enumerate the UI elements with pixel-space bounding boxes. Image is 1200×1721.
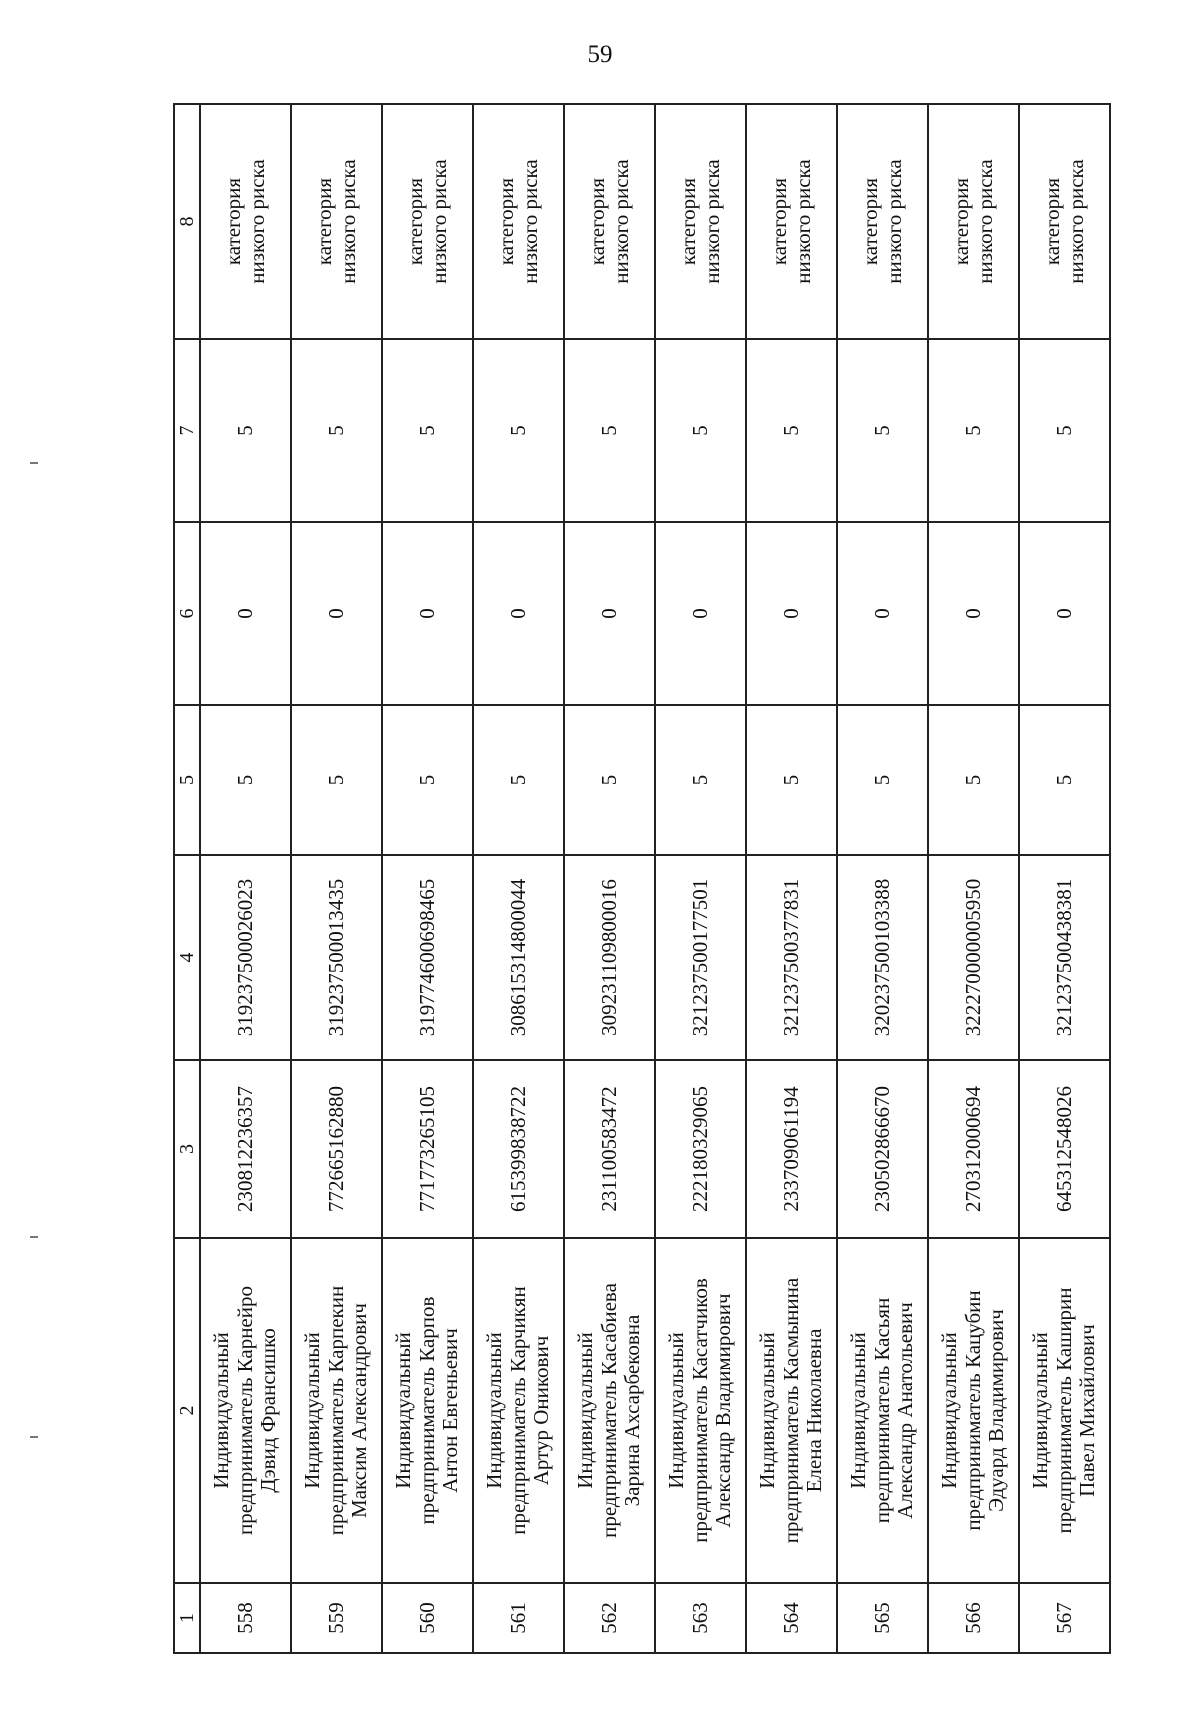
entrepreneur-name-line: Индивидуальный bbox=[573, 1332, 598, 1489]
column-5-value bbox=[1019, 705, 1110, 855]
entrepreneur-name-line: Елена Николаевна bbox=[802, 1328, 827, 1493]
column-7-value-line: 5 bbox=[323, 425, 348, 436]
column-5-value-line: 5 bbox=[596, 774, 621, 786]
margin-mark bbox=[30, 1436, 38, 1438]
inn-value bbox=[200, 1060, 291, 1238]
risk-category-line: низкого риска bbox=[608, 159, 633, 284]
column-7-value-line: 5 bbox=[596, 425, 621, 436]
row-number-line: 561 bbox=[505, 1602, 530, 1634]
risk-category-line: низкого риска bbox=[335, 159, 360, 284]
row-number-line: 565 bbox=[869, 1602, 894, 1634]
row-number bbox=[837, 1583, 928, 1653]
entrepreneur-name-line: предприниматель Касьян bbox=[869, 1297, 894, 1524]
column-5-value bbox=[473, 705, 564, 855]
row-number bbox=[564, 1583, 655, 1653]
inn-value bbox=[564, 1060, 655, 1238]
table-row bbox=[382, 104, 473, 1653]
column-7-value-line: 5 bbox=[505, 425, 530, 436]
inn-value bbox=[837, 1060, 928, 1238]
risk-category bbox=[746, 104, 837, 339]
entrepreneur-name-line: предприниматель Касатчиков bbox=[687, 1278, 712, 1543]
table-row bbox=[928, 104, 1019, 1653]
column-7-value bbox=[200, 339, 291, 522]
entrepreneur-name-line: предприниматель Карчикян bbox=[505, 1286, 530, 1535]
entrepreneur-name-line: Эдуард Владимирович bbox=[984, 1309, 1009, 1512]
column-7-value-line: 5 bbox=[960, 425, 985, 436]
ogrnip-value bbox=[746, 855, 837, 1060]
risk-category-line: категория bbox=[584, 177, 609, 266]
registry-table bbox=[173, 103, 1111, 1654]
column-header: 6 bbox=[174, 522, 200, 705]
column-7-value bbox=[655, 339, 746, 522]
column-6-value bbox=[746, 522, 837, 705]
entrepreneur-name bbox=[1019, 1238, 1110, 1583]
table-row bbox=[473, 104, 564, 1653]
entrepreneur-name-line: Индивидуальный bbox=[755, 1332, 780, 1489]
ogrnip-value-line: 321237500377831 bbox=[778, 878, 803, 1037]
entrepreneur-name-line: предприниматель Карнейро bbox=[232, 1286, 257, 1535]
column-7-value bbox=[837, 339, 928, 522]
row-number bbox=[1019, 1583, 1110, 1653]
row-number bbox=[382, 1583, 473, 1653]
column-6-value bbox=[200, 522, 291, 705]
column-6-value bbox=[382, 522, 473, 705]
row-number-line: 566 bbox=[960, 1602, 985, 1634]
entrepreneur-name bbox=[291, 1238, 382, 1583]
risk-category-line: категория bbox=[766, 177, 791, 266]
risk-category-line: низкого риска bbox=[972, 159, 997, 284]
entrepreneur-name-line: Индивидуальный bbox=[1028, 1332, 1053, 1489]
column-6-value bbox=[291, 522, 382, 705]
column-7-value-line: 5 bbox=[687, 425, 712, 436]
entrepreneur-name bbox=[928, 1238, 1019, 1583]
table-row bbox=[746, 104, 837, 1653]
column-header: 5 bbox=[174, 705, 200, 855]
entrepreneur-name-line: Александр Владимирович bbox=[711, 1293, 736, 1528]
column-5-value bbox=[837, 705, 928, 855]
column-7-value-line: 5 bbox=[778, 425, 803, 436]
entrepreneur-name-line: Индивидуальный bbox=[209, 1332, 234, 1489]
column-5-value-line: 5 bbox=[232, 774, 257, 786]
header-row bbox=[174, 104, 200, 1653]
column-6-value-line: 0 bbox=[232, 608, 257, 619]
ogrnip-value bbox=[655, 855, 746, 1060]
inn-value-line: 230812236357 bbox=[232, 1086, 257, 1212]
entrepreneur-name-line: предприниматель Касмынина bbox=[778, 1277, 803, 1544]
risk-category-line: категория bbox=[857, 177, 882, 266]
column-7-value-line: 5 bbox=[1051, 425, 1076, 436]
column-header: 2 bbox=[174, 1238, 200, 1583]
risk-category-line: категория bbox=[675, 177, 700, 266]
inn-value bbox=[382, 1060, 473, 1238]
table-row bbox=[1019, 104, 1110, 1653]
entrepreneur-name bbox=[382, 1238, 473, 1583]
ogrnip-value-line: 320237500103388 bbox=[869, 878, 894, 1037]
inn-value-line: 645312548026 bbox=[1051, 1086, 1076, 1212]
column-6-value bbox=[655, 522, 746, 705]
ogrnip-value bbox=[1019, 855, 1110, 1060]
column-6-value bbox=[928, 522, 1019, 705]
table-body bbox=[200, 104, 1110, 1653]
entrepreneur-name-line: Александр Анатольевич bbox=[893, 1302, 918, 1519]
ogrnip-value-line: 322270000005950 bbox=[960, 878, 985, 1037]
risk-category-line: низкого риска bbox=[517, 159, 542, 284]
inn-value bbox=[473, 1060, 564, 1238]
entrepreneur-name bbox=[564, 1238, 655, 1583]
row-number bbox=[746, 1583, 837, 1653]
column-6-value-line: 0 bbox=[778, 608, 803, 619]
inn-value-line: 615399838722 bbox=[505, 1086, 530, 1212]
risk-category bbox=[655, 104, 746, 339]
ogrnip-value bbox=[928, 855, 1019, 1060]
column-6-value-line: 0 bbox=[869, 608, 894, 619]
column-6-value-line: 0 bbox=[596, 608, 621, 619]
margin-mark bbox=[30, 462, 38, 464]
column-7-value-line: 5 bbox=[414, 425, 439, 436]
row-number-line: 567 bbox=[1051, 1602, 1076, 1634]
entrepreneur-name-line: Индивидуальный bbox=[937, 1332, 962, 1489]
risk-category-line: категория bbox=[948, 177, 973, 266]
inn-value bbox=[928, 1060, 1019, 1238]
registry-table-container bbox=[173, 105, 1111, 1654]
entrepreneur-name-line: предприниматель Карпов bbox=[414, 1296, 439, 1525]
column-7-value bbox=[382, 339, 473, 522]
column-6-value bbox=[564, 522, 655, 705]
risk-category-line: категория bbox=[1039, 177, 1064, 266]
column-6-value-line: 0 bbox=[505, 608, 530, 619]
column-5-value-line: 5 bbox=[960, 774, 985, 786]
risk-category-line: низкого риска bbox=[426, 159, 451, 284]
table-row bbox=[837, 104, 928, 1653]
ogrnip-value-line: 321237500438381 bbox=[1051, 878, 1076, 1037]
ogrnip-value-line: 321237500177501 bbox=[687, 878, 712, 1037]
risk-category bbox=[928, 104, 1019, 339]
entrepreneur-name bbox=[473, 1238, 564, 1583]
column-7-value bbox=[473, 339, 564, 522]
column-7-value-line: 5 bbox=[869, 425, 894, 436]
risk-category bbox=[200, 104, 291, 339]
inn-value-line: 772665162880 bbox=[323, 1086, 348, 1212]
entrepreneur-name bbox=[200, 1238, 291, 1583]
risk-category bbox=[382, 104, 473, 339]
row-number bbox=[655, 1583, 746, 1653]
entrepreneur-name-line: Павел Михайлович bbox=[1075, 1324, 1100, 1497]
column-6-value-line: 0 bbox=[323, 608, 348, 619]
entrepreneur-name-line: Индивидуальный bbox=[300, 1332, 325, 1489]
row-number bbox=[473, 1583, 564, 1653]
column-7-value bbox=[928, 339, 1019, 522]
row-number bbox=[200, 1583, 291, 1653]
column-5-value-line: 5 bbox=[505, 774, 530, 786]
row-number-line: 558 bbox=[232, 1602, 257, 1634]
column-5-value bbox=[746, 705, 837, 855]
column-6-value bbox=[473, 522, 564, 705]
risk-category-line: категория bbox=[311, 177, 336, 266]
inn-value bbox=[655, 1060, 746, 1238]
row-number bbox=[291, 1583, 382, 1653]
table-row bbox=[200, 104, 291, 1653]
column-7-value-line: 5 bbox=[232, 425, 257, 436]
entrepreneur-name-line: Дэвид Франсишко bbox=[256, 1328, 281, 1493]
column-5-value bbox=[928, 705, 1019, 855]
inn-value bbox=[1019, 1060, 1110, 1238]
inn-value-line: 222180329065 bbox=[687, 1086, 712, 1212]
ogrnip-value bbox=[564, 855, 655, 1060]
entrepreneur-name bbox=[655, 1238, 746, 1583]
risk-category-line: низкого риска bbox=[881, 159, 906, 284]
column-5-value-line: 5 bbox=[869, 774, 894, 786]
inn-value-line: 771773265105 bbox=[414, 1086, 439, 1212]
row-number-line: 564 bbox=[778, 1602, 803, 1634]
entrepreneur-name-line: Антон Евгеньевич bbox=[438, 1328, 463, 1493]
row-number-line: 559 bbox=[323, 1602, 348, 1634]
rotated-table bbox=[173, 105, 1111, 1654]
table-row bbox=[655, 104, 746, 1653]
column-header: 4 bbox=[174, 855, 200, 1060]
row-number bbox=[928, 1583, 1019, 1653]
entrepreneur-name-line: Индивидуальный bbox=[664, 1332, 689, 1489]
risk-category bbox=[291, 104, 382, 339]
row-number-line: 560 bbox=[414, 1602, 439, 1634]
risk-category bbox=[473, 104, 564, 339]
ogrnip-value-line: 308615314800044 bbox=[505, 878, 530, 1037]
column-5-value-line: 5 bbox=[1051, 774, 1076, 786]
entrepreneur-name bbox=[746, 1238, 837, 1583]
column-7-value bbox=[291, 339, 382, 522]
row-number-line: 563 bbox=[687, 1602, 712, 1634]
ogrnip-value bbox=[473, 855, 564, 1060]
margin-mark bbox=[30, 1236, 38, 1238]
column-6-value bbox=[1019, 522, 1110, 705]
column-5-value-line: 5 bbox=[323, 774, 348, 786]
risk-category-line: низкого риска bbox=[790, 159, 815, 284]
ogrnip-value-line: 319774600698465 bbox=[414, 878, 439, 1037]
entrepreneur-name-line: предприниматель Касабиева bbox=[596, 1283, 621, 1538]
risk-category bbox=[1019, 104, 1110, 339]
column-6-value-line: 0 bbox=[414, 608, 439, 619]
column-5-value bbox=[655, 705, 746, 855]
inn-value bbox=[746, 1060, 837, 1238]
table-row bbox=[564, 104, 655, 1653]
column-header: 1 bbox=[174, 1583, 200, 1653]
entrepreneur-name-line: предприниматель Кацубин bbox=[960, 1290, 985, 1531]
entrepreneur-name-line: предприниматель Карпекин bbox=[323, 1285, 348, 1536]
column-6-value bbox=[837, 522, 928, 705]
inn-value bbox=[291, 1060, 382, 1238]
inn-value-line: 233709061194 bbox=[778, 1086, 803, 1212]
row-number-line: 562 bbox=[596, 1602, 621, 1634]
column-5-value-line: 5 bbox=[414, 774, 439, 786]
table-row bbox=[291, 104, 382, 1653]
inn-value-line: 230502866670 bbox=[869, 1086, 894, 1212]
ogrnip-value bbox=[837, 855, 928, 1060]
column-5-value bbox=[382, 705, 473, 855]
inn-value-line: 270312000694 bbox=[960, 1086, 985, 1212]
column-header: 7 bbox=[174, 339, 200, 522]
entrepreneur-name-line: Индивидуальный bbox=[846, 1332, 871, 1489]
entrepreneur-name-line: Индивидуальный bbox=[482, 1332, 507, 1489]
entrepreneur-name-line: Максим Александрович bbox=[347, 1303, 372, 1518]
ogrnip-value-line: 319237500026023 bbox=[232, 878, 257, 1037]
risk-category-line: низкого риска bbox=[244, 159, 269, 284]
ogrnip-value bbox=[382, 855, 473, 1060]
risk-category bbox=[564, 104, 655, 339]
entrepreneur-name-line: Индивидуальный bbox=[391, 1332, 416, 1489]
risk-category-line: низкого риска bbox=[699, 159, 724, 284]
column-6-value-line: 0 bbox=[687, 608, 712, 619]
ogrnip-value bbox=[291, 855, 382, 1060]
ogrnip-value-line: 319237500013435 bbox=[323, 878, 348, 1037]
ogrnip-value bbox=[200, 855, 291, 1060]
column-header: 8 bbox=[174, 104, 200, 339]
column-5-value bbox=[291, 705, 382, 855]
column-7-value bbox=[746, 339, 837, 522]
risk-category-line: категория bbox=[493, 177, 518, 266]
column-6-value-line: 0 bbox=[960, 608, 985, 619]
ogrnip-value-line: 309231109800016 bbox=[596, 879, 621, 1036]
risk-category-line: категория bbox=[220, 177, 245, 266]
column-5-value-line: 5 bbox=[778, 774, 803, 786]
column-5-value bbox=[564, 705, 655, 855]
column-5-value bbox=[200, 705, 291, 855]
column-6-value-line: 0 bbox=[1051, 608, 1076, 619]
entrepreneur-name-line: предприниматель Каширин bbox=[1051, 1287, 1076, 1534]
entrepreneur-name-line: Артур Оникович bbox=[529, 1335, 554, 1486]
page-number: 59 bbox=[587, 41, 613, 68]
inn-value-line: 231100583472 bbox=[596, 1086, 621, 1212]
risk-category-line: категория bbox=[402, 177, 427, 266]
entrepreneur-name-line: Зарина Ахсарбековна bbox=[620, 1314, 645, 1507]
column-header: 3 bbox=[174, 1060, 200, 1238]
column-7-value bbox=[564, 339, 655, 522]
column-7-value bbox=[1019, 339, 1110, 522]
risk-category bbox=[837, 104, 928, 339]
entrepreneur-name bbox=[837, 1238, 928, 1583]
risk-category-line: низкого риска bbox=[1063, 159, 1088, 284]
column-5-value-line: 5 bbox=[687, 774, 712, 786]
